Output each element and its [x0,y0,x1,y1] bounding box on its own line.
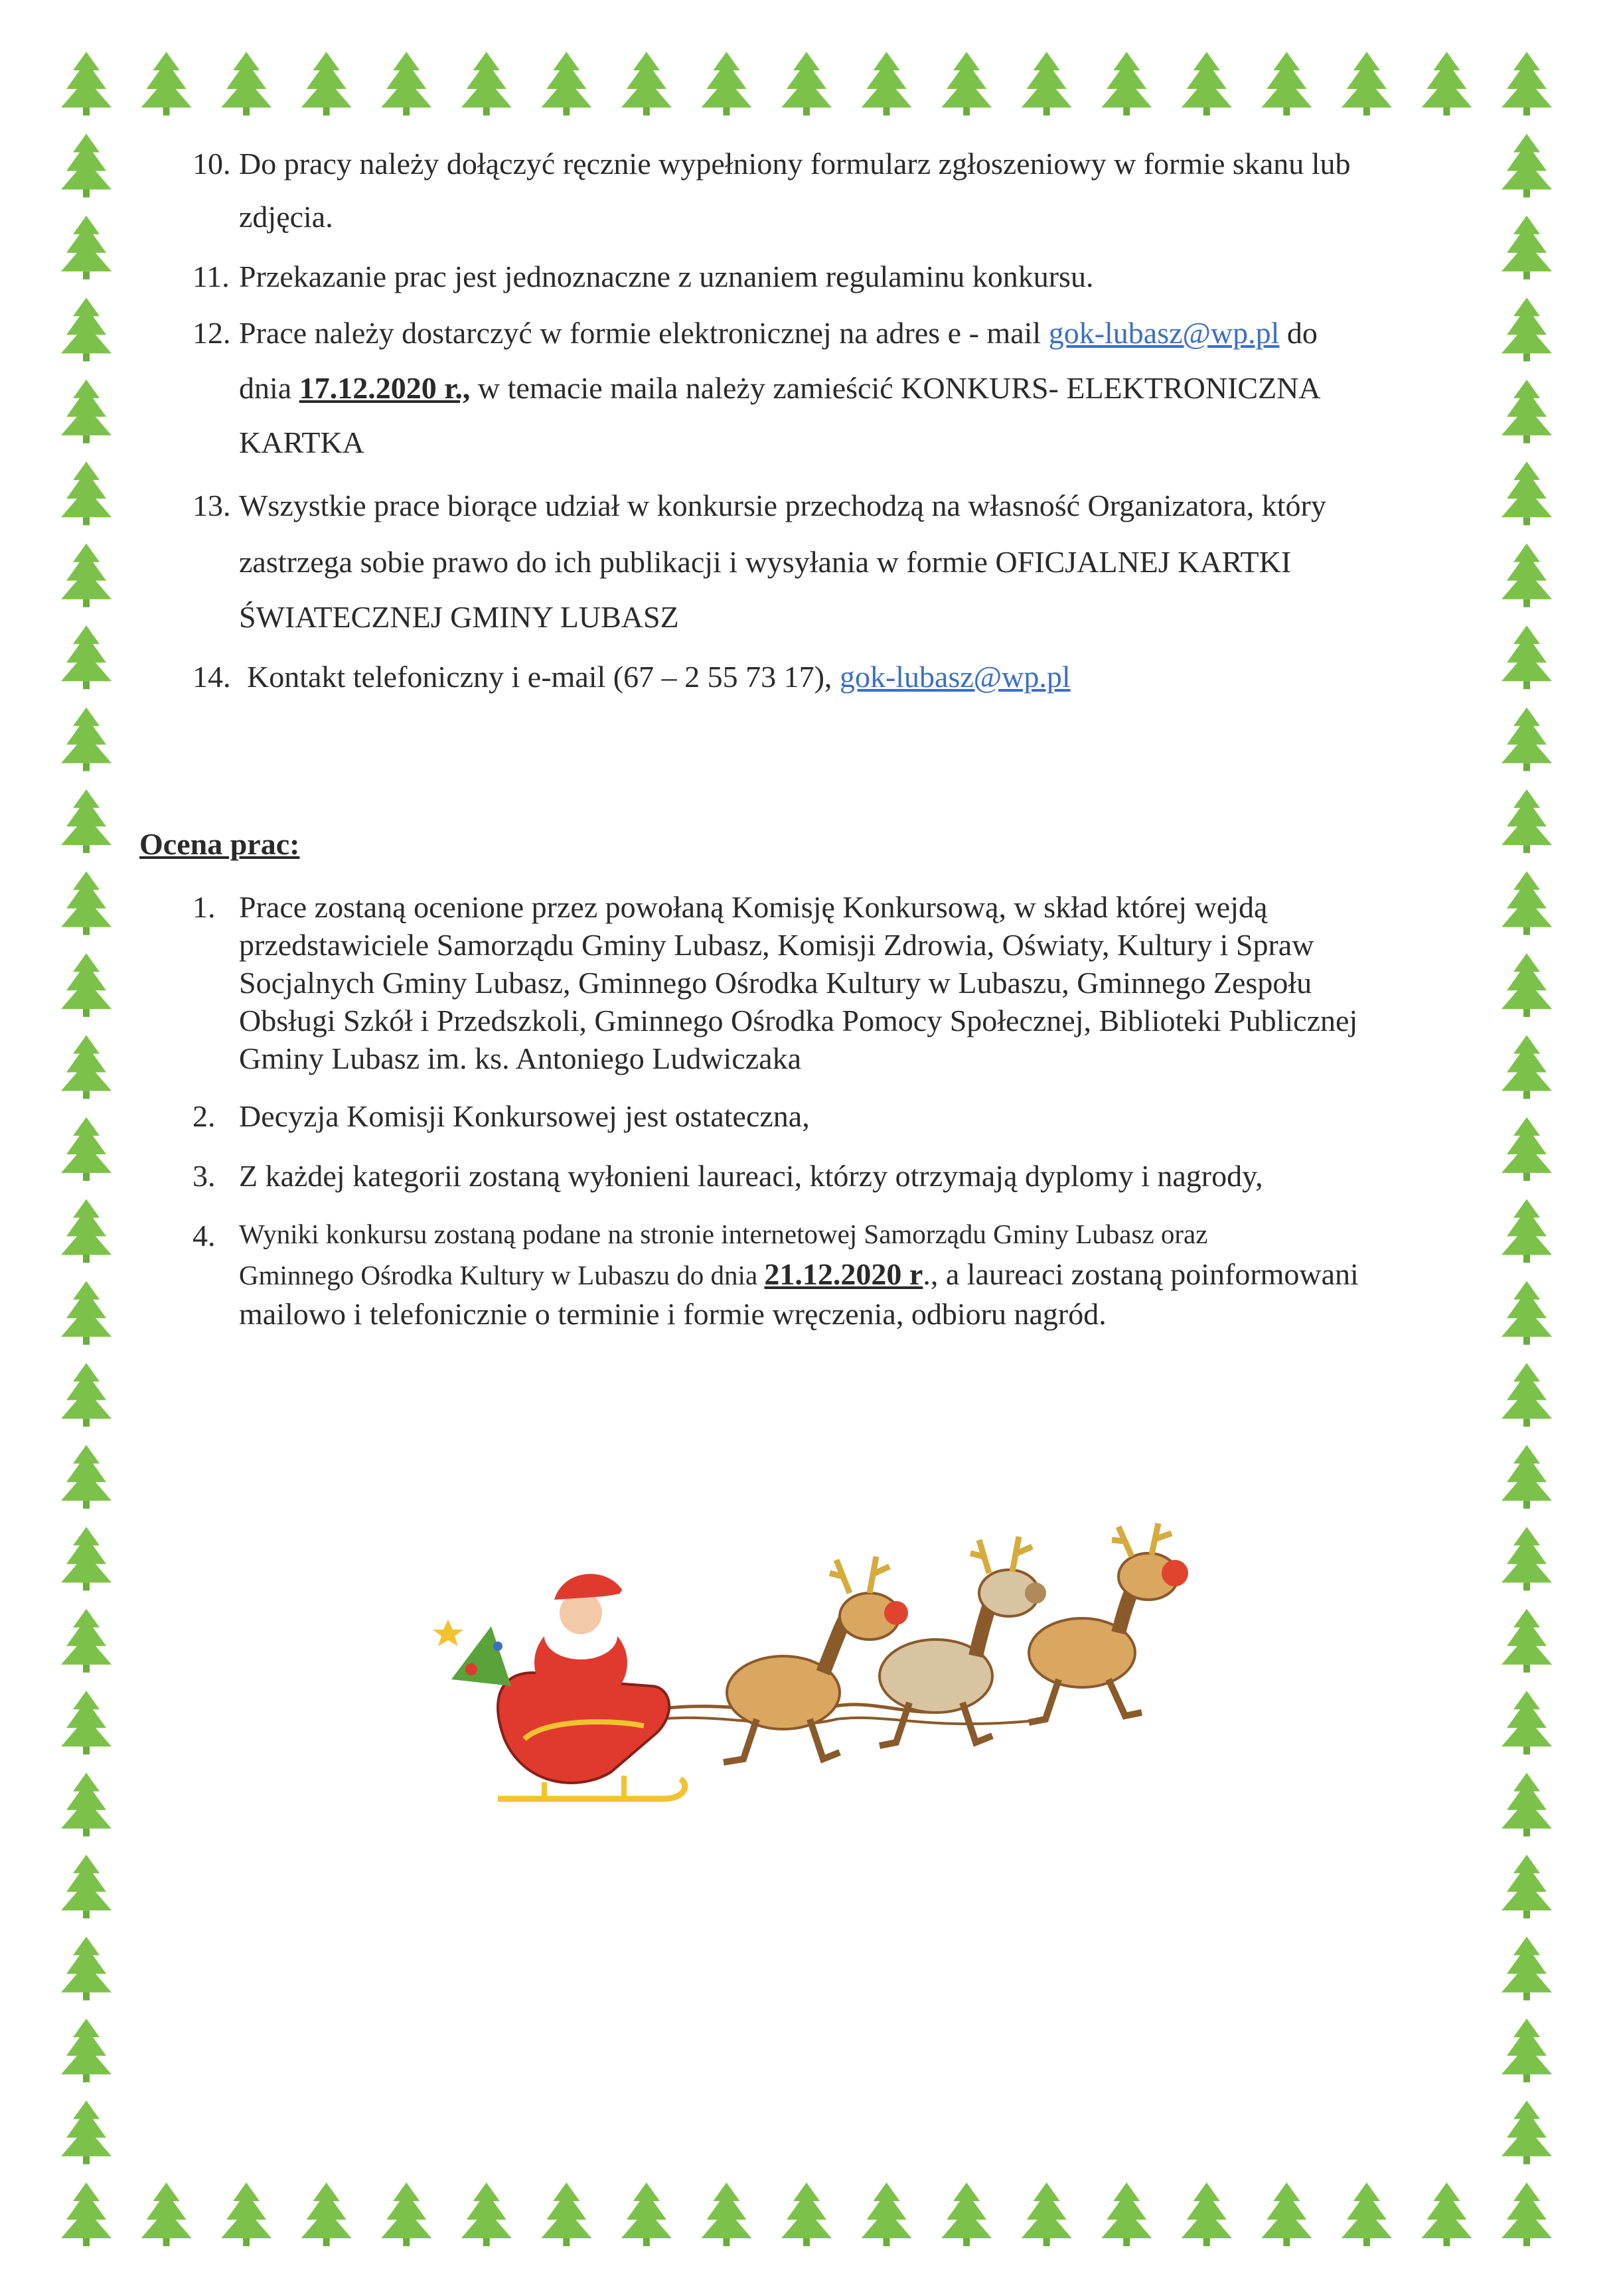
ocena-4-line-2-suffix: ., a laureaci zostaną poinformowani [923,1257,1359,1291]
rule-10-line-1: Do pracy należy dołączyć ręcznie wypełniony formularz zgłoszeniowy w formie skanu lub [239,147,1351,181]
deadline-date: 17.12.2020 r., [299,371,471,405]
ocena-4-line-2-text: Gminnego Ośrodka Kultury w Lubaszu do dnia [239,1260,765,1290]
rule-12-line-2-suffix: w temacie maila należy zamieścić KONKURS- ELEKTRONICZNA [470,371,1321,405]
ocena-4-line-2 [239,1257,1359,1292]
rule-13-line-2: zastrzega sobie prawo do ich publikacji i wysyłania w formie OFICJALNEJ KARTKI [239,545,1292,579]
section-heading: Ocena prac: [139,827,300,861]
rule-12-line-2 [239,370,1321,406]
ocena-3-line-1: Z każdej kategorii zostaną wyłonieni laureaci, którzy otrzymają dyplomy i nagrody, [239,1159,1263,1193]
ocena-3-number: 3. [192,1159,216,1193]
ocena-2-line-1: Decyzja Komisji Konkursowej jest ostateczna, [239,1099,810,1133]
rule-12-line-1 [239,315,1318,350]
ocena-4-line-3: mailowo i telefonicznie o terminie i formie wręczenia, odbioru nagród. [239,1297,1107,1331]
rule-12-line-3: KARTKA [239,425,364,459]
ocena-2-number: 2. [192,1099,216,1133]
rule-14-text: Kontakt telefoniczny i e-mail (67 – 2 55 73 17), [247,660,840,694]
ocena-1-line-5: Gminy Lubasz im. ks. Antoniego Ludwiczaka [239,1041,802,1075]
rule-10-number: 10. [192,147,231,181]
ocena-1-number: 1. [192,890,216,924]
rule-11-number: 11. [192,260,230,293]
email-link[interactable]: gok-lubasz@wp.pl [1048,316,1280,350]
results-date: 21.12.2020 r [764,1257,923,1291]
ocena-4-number: 4. [192,1219,216,1253]
ocena-1-line-3: Socjalnych Gminy Lubasz, Gminnego Ośrodka Kultury w Lubaszu, Gminnego Zespołu [239,966,1312,1000]
ocena-1-line-1: Prace zostaną ocenione przez powołaną Komisję Konkursową, w skład której wejdą [239,890,1268,924]
ocena-1-line-2: przedstawiciele Samorządu Gminy Lubasz, Komisji Zdrowia, Oświaty, Kultury i Spraw [239,928,1314,962]
rule-10-line-2: zdjęcia. [239,200,333,234]
ocena-1-line-4: Obsługi Szkół i Przedszkoli, Gminnego Ośrodka Pomocy Społecznej, Biblioteki Publicznej [239,1004,1358,1037]
santa-sleigh-reindeer-illustration [412,1520,1195,1839]
rule-12-line-1-suffix: do [1279,316,1318,350]
rule-12-line-2-text: dnia [239,371,299,405]
rule-14-number: 14. [192,660,231,694]
rule-13-line-1: Wszystkie prace biorące udział w konkursie przechodzą na własność Organizatora, który [239,489,1326,522]
email-link[interactable]: gok-lubasz@wp.pl [839,660,1071,694]
ocena-4-line-1: Wyniki konkursu zostaną podane na stronie internetowej Samorządu Gminy Lubasz oraz [239,1219,1208,1249]
rule-12-line-1-text: Prace należy dostarczyć w formie elektronicznej na adres e - mail [239,316,1049,350]
rule-14-line-1 [247,659,1071,694]
rule-12-number: 12. [192,316,231,350]
rule-13-line-3: ŚWIATECZNEJ GMINY LUBASZ [239,600,679,634]
rule-11-line-1: Przekazanie prac jest jednoznaczne z uznaniem regulaminu konkursu. [239,260,1094,293]
rule-13-number: 13. [192,489,231,522]
